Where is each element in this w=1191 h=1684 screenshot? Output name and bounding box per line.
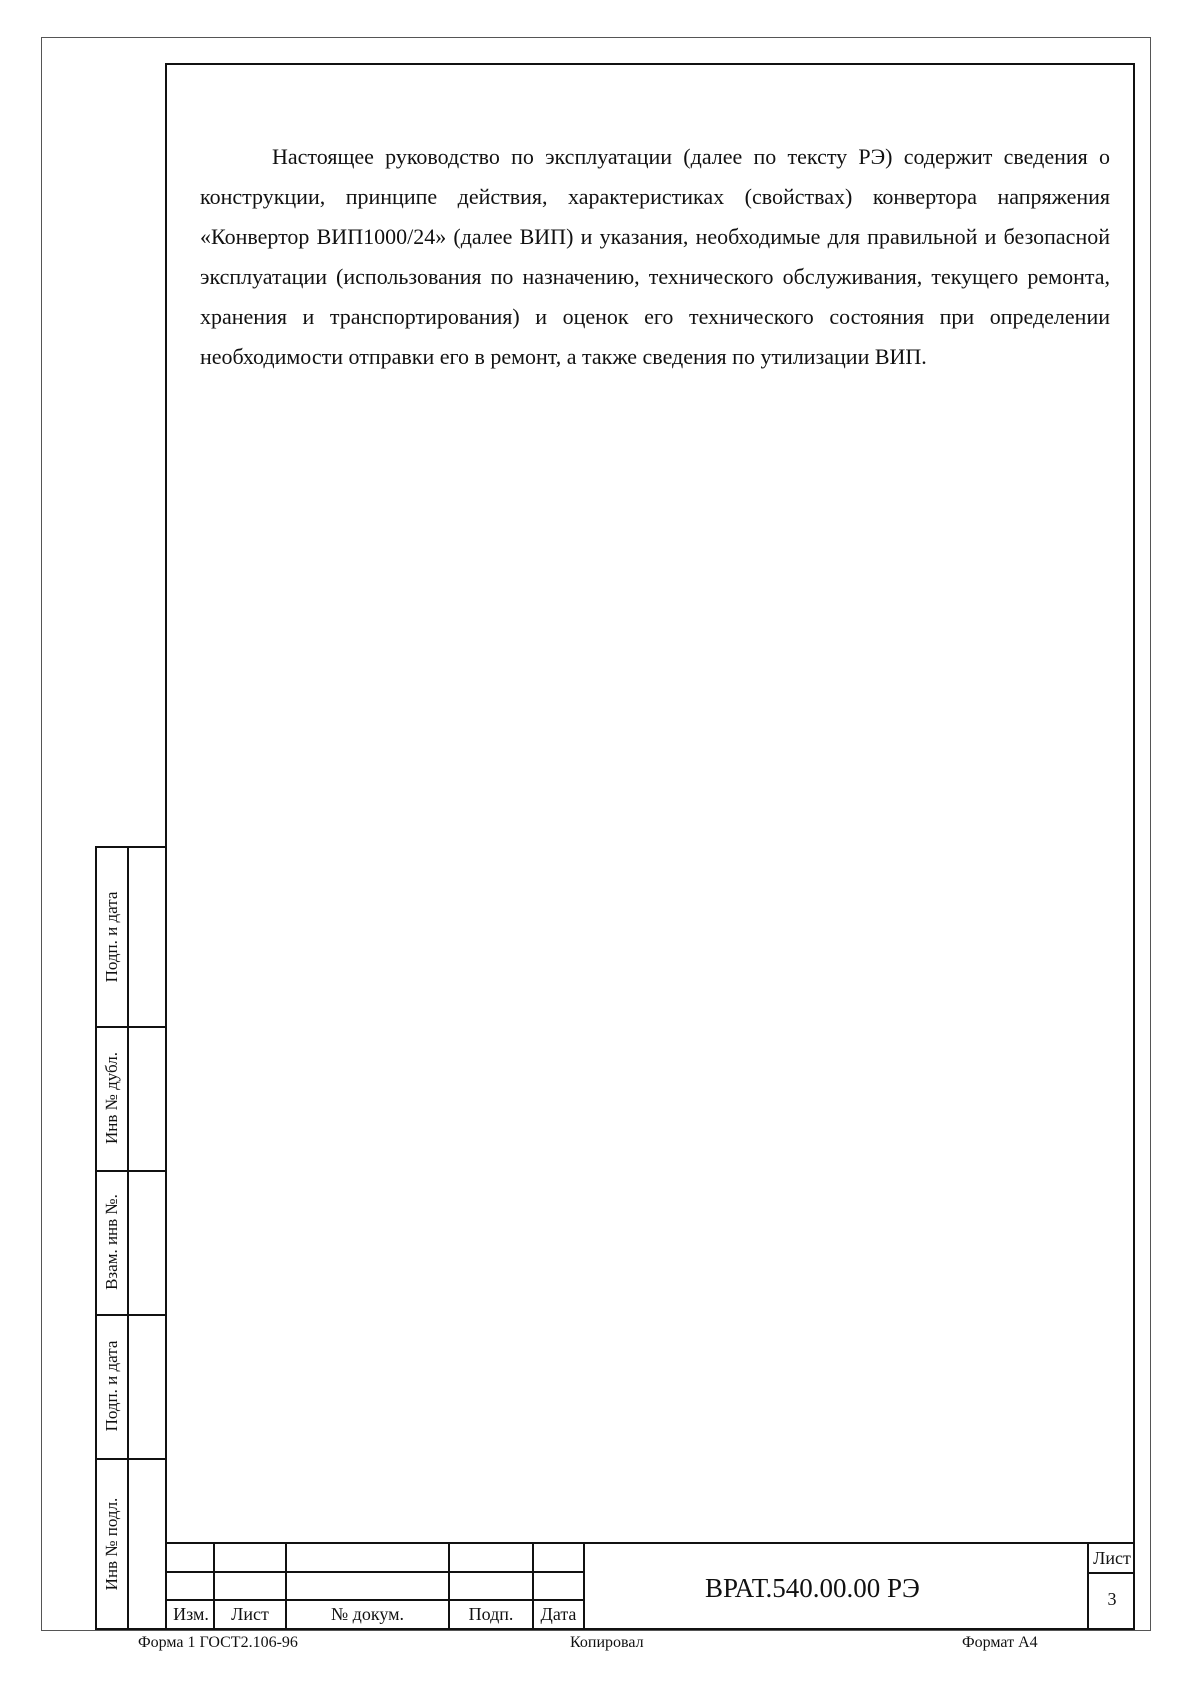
- title-block: [165, 1542, 1135, 1630]
- stamp-label-sign-date-1: Подп. и дата: [102, 891, 121, 983]
- stamp-label-sign-date-2: Подп. и дата: [102, 1340, 121, 1432]
- col-izm: Изм.: [173, 1604, 209, 1624]
- sheet-number: 3: [1107, 1589, 1117, 1609]
- col-list: Лист: [231, 1604, 269, 1624]
- intro-paragraph: Настоящее руководство по эксплуатации (далее по тексту РЭ) содержит сведения о конструкции, принципе действия, характеристиках (свойствах) конвертора напряжения «Конвертор ВИП1000/24» (далее ВИП) и указания, необходимые для правильной и безопасной эксплуатации (использования по назначению, технического обслуживания, текущего ремонта, хранения и транспортирования) и оценок его технического состояния при определении необходимости отправки его в ремонт, а также сведения по утилизации ВИП.: [200, 144, 1110, 369]
- footer-form: Форма 1 ГОСТ2.106-96: [138, 1634, 298, 1651]
- stamp-label-replace-inv: Взам. инв №.: [102, 1194, 121, 1290]
- stamp-cell-dup-inv: [97, 1026, 127, 1170]
- stamp-cell-sign-date-2: [97, 1314, 127, 1458]
- stamp-cell-sign-date-1: [97, 848, 127, 1026]
- document-code: ВРАТ.540.00.00 РЭ: [705, 1573, 920, 1603]
- stamp-cell-replace-inv: [97, 1170, 127, 1314]
- stamp-cell-orig-inv: [97, 1458, 127, 1630]
- side-stamp: [95, 846, 167, 1630]
- col-sign: Подп.: [468, 1604, 514, 1624]
- footer-copied: Копировал: [570, 1634, 644, 1651]
- sheet-label: Лист: [1093, 1548, 1131, 1568]
- col-date: Дата: [540, 1604, 577, 1624]
- col-doc-no: № докум.: [331, 1604, 404, 1624]
- stamp-label-dup-inv: Инв № дубл.: [102, 1051, 121, 1145]
- footer-format: Формат А4: [962, 1634, 1038, 1651]
- stamp-label-orig-inv: Инв № подл.: [102, 1497, 121, 1591]
- document-body: [200, 137, 1110, 377]
